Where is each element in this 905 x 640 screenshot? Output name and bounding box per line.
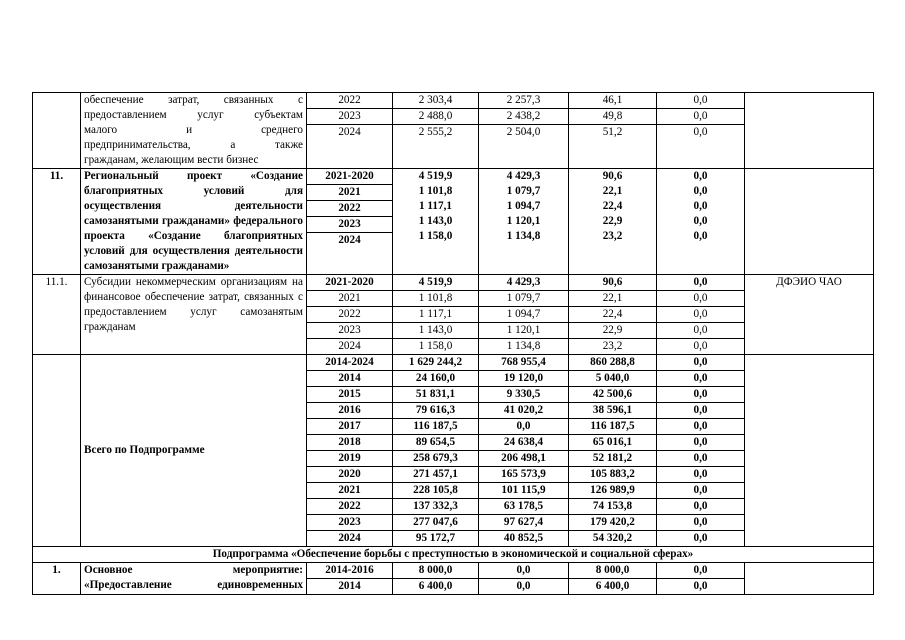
- value-cell: 1 629 244,2 24 160,0 51 831,1 79 616,3 116 187,5 89 654,5 258 679,3 271 457,1 228 105,8 137 332,3 277 047,6 95 172,7: [393, 355, 479, 547]
- year-cell: 2014-2016 2014: [307, 563, 393, 595]
- table-row: [33, 169, 874, 275]
- executor-cell: [745, 169, 874, 275]
- row-description: Региональный проект «Создание благоприятных условий для осуществления деятельности самозанятыми гражданами» федерального проекта «Создание благоприятных условий для осуществления деятельности самозанятыми гражданами»: [81, 169, 307, 275]
- total-label: Всего по Подпрограмме: [81, 355, 307, 547]
- year-cell: 2021-2020 2021 2022 2023 2024: [307, 169, 393, 275]
- value-cell: 2 257,3 2 438,2 2 504,0: [479, 93, 569, 169]
- table-row: [33, 275, 874, 355]
- table-row-total: [33, 355, 874, 547]
- table-row: [33, 563, 874, 595]
- row-description: обеспечение затрат, связанных с предоставлением услуг субъектам малого и среднего предпринимательства, а также гражданам, желающим вести бизнес: [81, 93, 307, 169]
- row-number: [33, 93, 81, 169]
- value-cell: 4 429,3 1 079,7 1 094,7 1 120,1 1 134,8: [479, 275, 569, 355]
- value-cell: 0,0 0,0 0,0 0,0 0,0: [657, 275, 745, 355]
- executor-cell: ДФЭИО ЧАО: [745, 275, 874, 355]
- value-cell: 0,0 0,0: [479, 563, 569, 595]
- value-cell: 2 303,4 2 488,0 2 555,2: [393, 93, 479, 169]
- value-cell: 4 519,9 1 101,8 1 117,1 1 143,0 1 158,0: [393, 169, 479, 275]
- value-cell: 0,0 0,0 0,0 0,0 0,0 0,0 0,0 0,0 0,0 0,0 0,0 0,0: [657, 355, 745, 547]
- value-cell: 46,1 49,8 51,2: [569, 93, 657, 169]
- year-cell: 2014-2024 2014 2015 2016 2017 2018 2019 2020 2021 2022 2023 2024: [307, 355, 393, 547]
- section-title: Подпрограмма «Обеспечение борьбы с преступностью в экономической и социальной сферах»: [33, 547, 874, 563]
- row-description: Субсидии некоммерческим организациям на финансовое обеспечение затрат, связанных с предоставлением услуг самозанятым гражданам: [81, 275, 307, 355]
- value-cell: 860 288,8 5 040,0 42 500,6 38 596,1 116 187,5 65 016,1 52 181,2 105 883,2 126 989,9 74 153,8 179 420,2 54 320,2: [569, 355, 657, 547]
- row-number: 11.: [33, 169, 81, 275]
- executor-cell: [745, 563, 874, 595]
- value-cell: 0,0 0,0: [657, 563, 745, 595]
- value-cell: 8 000,0 6 400,0: [569, 563, 657, 595]
- table-row: [33, 93, 874, 169]
- value-cell: 8 000,0 6 400,0: [393, 563, 479, 595]
- executor-cell: [745, 355, 874, 547]
- value-cell: 0,0 0,0 0,0 0,0 0,0: [657, 169, 745, 275]
- row-number: 1.: [33, 563, 81, 595]
- year-cell: 2022 2023 2024: [307, 93, 393, 169]
- executor-cell: [745, 93, 874, 169]
- value-cell: 768 955,4 19 120,0 9 330,5 41 020,2 0,0 24 638,4 206 498,1 165 573,9 101 115,9 63 178,5 97 627,4 40 852,5: [479, 355, 569, 547]
- value-cell: 90,6 22,1 22,4 22,9 23,2: [569, 275, 657, 355]
- row-number: 11.1.: [33, 275, 81, 355]
- value-cell: 4 429,3 1 079,7 1 094,7 1 120,1 1 134,8: [479, 169, 569, 275]
- row-description: Основное мероприятие: «Предоставление единовременных: [81, 563, 307, 595]
- program-finance-table: [32, 92, 874, 595]
- value-cell: 90,6 22,1 22,4 22,9 23,2: [569, 169, 657, 275]
- value-cell: 0,0 0,0 0,0: [657, 93, 745, 169]
- section-header-row: [33, 547, 874, 563]
- row-number: [33, 355, 81, 547]
- value-cell: 4 519,9 1 101,8 1 117,1 1 143,0 1 158,0: [393, 275, 479, 355]
- year-cell: 2021-2020 2021 2022 2023 2024: [307, 275, 393, 355]
